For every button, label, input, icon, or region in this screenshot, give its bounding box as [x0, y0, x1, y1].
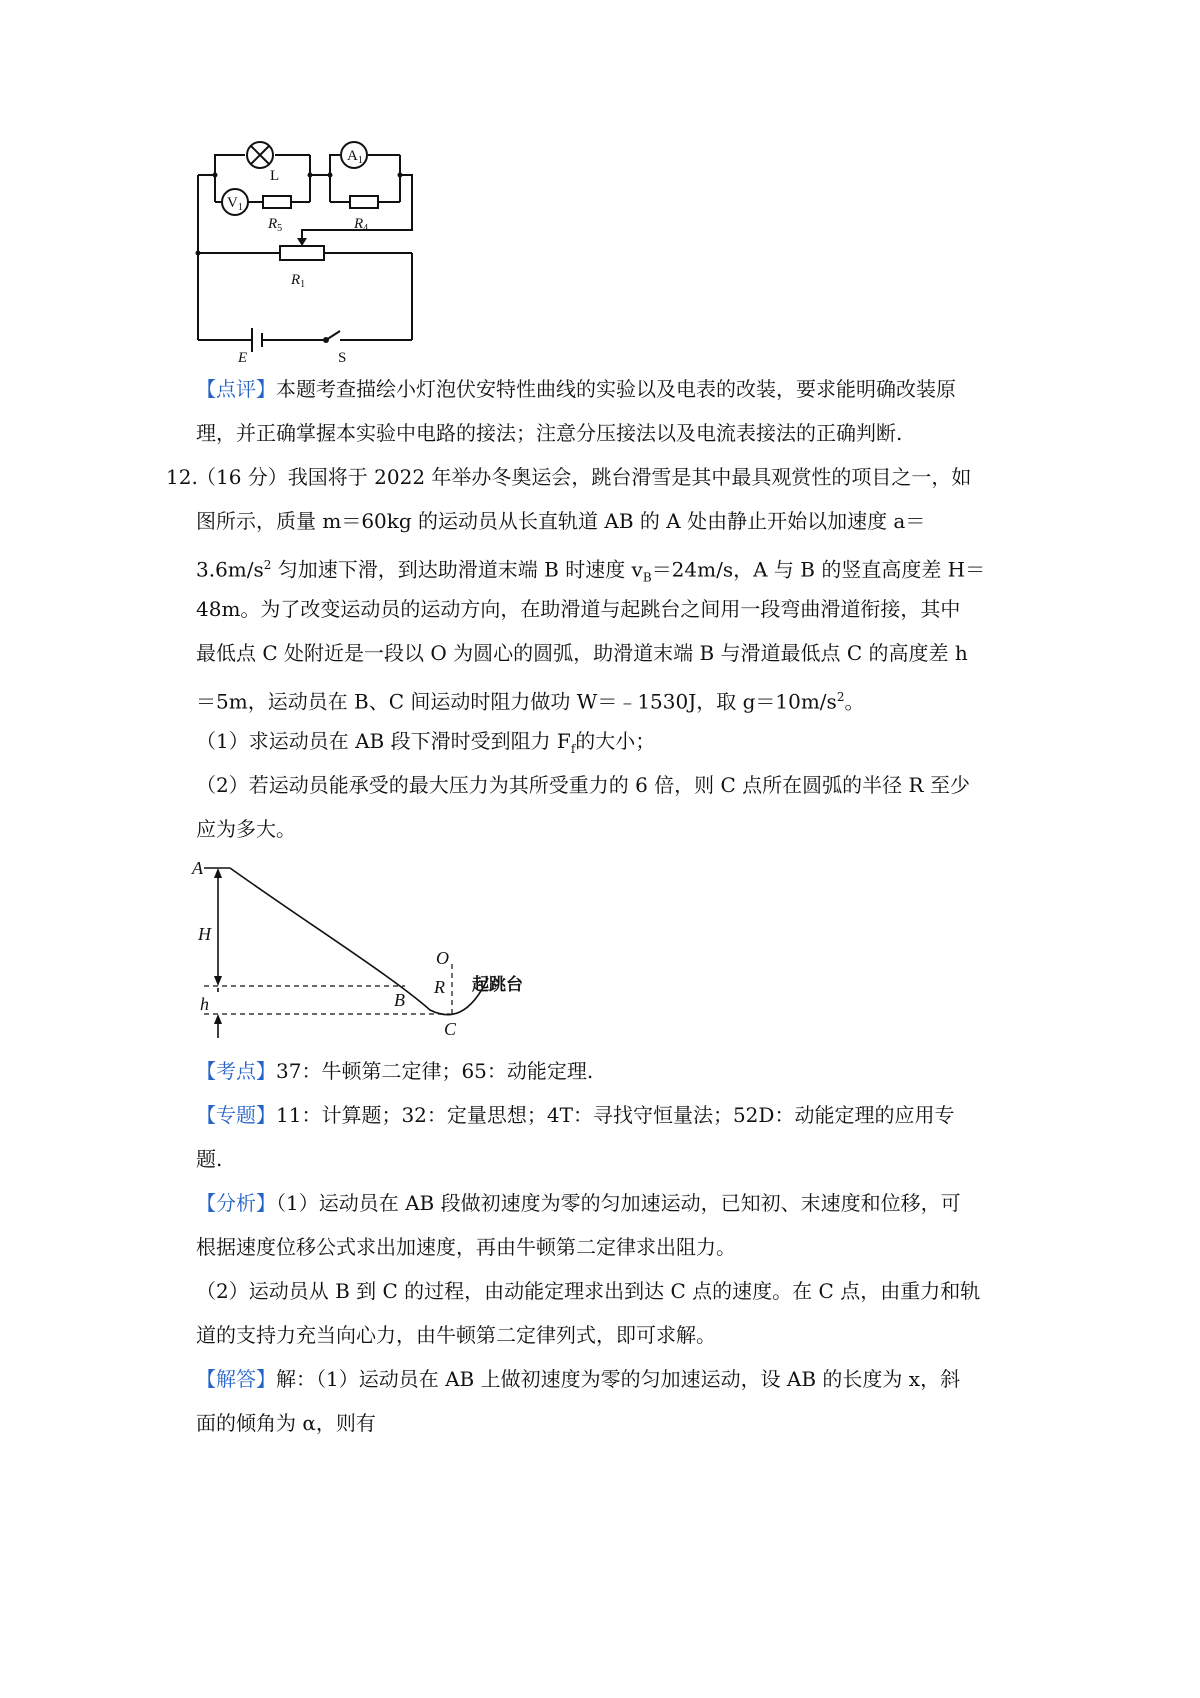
comment-line-2: 理，并正确掌握本实验中电路的接法；注意分压接法以及电流表接法的正确判断. [196, 421, 903, 445]
comment-tag: 【点评】 [196, 377, 276, 401]
fenxi-line-4: 道的支持力充当向心力，由牛顿第二定律列式，即可求解。 [196, 1323, 716, 1347]
problem-line-3: $3.6m/s^2$ 匀加速下滑，到达助滑道末端 B 时速度 $v_B=24m/s$，A 与 B 的竖直高度差 H＝ [196, 557, 986, 585]
fenxi-line-2: 根据速度位移公式求出加速度，再由牛顿第二定律求出阻力。 [196, 1235, 736, 1259]
label-A1: $A_1$ [347, 148, 363, 166]
label-R: R [434, 977, 445, 997]
label-E: E [238, 350, 248, 366]
jieda-line-2: 面的倾角为 α，则有 [196, 1411, 376, 1435]
rheostat-r1-icon [280, 246, 324, 260]
fenxi-line-3: （2）运动员从 B 到 C 的过程，由动能定理求出到达 C 点的速度。在 C 点，由重力和轨 [196, 1279, 981, 1303]
fenxi-line-1: 【分析】（1）运动员在 AB 段做初速度为零的匀加速运动，已知初、末速度和位移，可 [196, 1191, 961, 1215]
resistor-r4-icon [350, 196, 378, 208]
label-h: h [200, 994, 209, 1014]
label-B: B [394, 990, 405, 1010]
label-R1: $R_1$ [291, 272, 306, 290]
label-R4: $R_4$ [354, 216, 369, 234]
zhuanti-tag: 【专题】 [196, 1103, 276, 1127]
battery-icon [252, 328, 262, 352]
label-A: A [192, 858, 203, 878]
lamp-icon [247, 142, 273, 168]
circuit-diagram [190, 140, 450, 400]
comment-text-1: 本题考查描绘小灯泡伏安特性曲线的实验以及电表的改装，要求能明确改装原 [276, 377, 956, 401]
jieda-tag: 【解答】 [196, 1367, 276, 1391]
slider-arrow-icon [297, 238, 307, 246]
label-C: C [444, 1019, 457, 1039]
label-platform: 起跳台 [472, 975, 523, 995]
jieda-line-1: 【解答】解：（1）运动员在 AB 上做初速度为零的匀加速运动，设 AB 的长度为 x，斜 [196, 1367, 961, 1391]
label-S: S [338, 350, 347, 366]
problem-line-1: （16 分）我国将于 2022 年举办冬奥运会，跳台滑雪是其中最具观赏性的项目之一，如 [196, 465, 972, 489]
ski-slope-diagram [190, 850, 550, 1050]
comment-line-1 [196, 378, 956, 400]
resistor-r5-icon [263, 196, 291, 208]
label-V1: $V_1$ [227, 195, 243, 213]
problem-line-5: 最低点 C 处附近是一段以 O 为圆心的圆弧，助滑道末端 B 与滑道最低点 C 的高度差 h [196, 641, 968, 665]
question-2-line-1: （2）若运动员能承受的最大压力为其所受重力的 6 倍，则 C 点所在圆弧的半径 R 至少 [196, 773, 970, 797]
label-O: O [436, 948, 449, 968]
problem-line-4: 48m。为了改变运动员的运动方向，在助滑道与起跳台之间用一段弯曲滑道衔接，其中 [196, 597, 961, 621]
switch-contact-icon [323, 337, 329, 343]
kaodian-line: 【考点】37：牛顿第二定律；65：动能定理. [196, 1059, 594, 1083]
problem-line-6: ＝5m，运动员在 B、C 间运动时阻力做功 W＝﹣1530J，取 $g=10m/s^2$。 [196, 689, 865, 714]
zhuanti-line-2: 题. [196, 1147, 223, 1171]
label-H: H [198, 924, 211, 944]
problem-number: 12. [166, 465, 198, 489]
zhuanti-line-1: 【专题】11：计算题；32：定量思想；4T：寻找守恒量法；52D：动能定理的应用专 [196, 1103, 955, 1127]
label-L: L [270, 168, 280, 184]
label-R5: $R_5$ [268, 216, 283, 234]
question-1: （1）求运动员在 AB 段下滑时受到阻力 $F_f$的大小； [196, 729, 656, 756]
kaodian-tag: 【考点】 [196, 1059, 276, 1083]
question-2-line-2: 应为多大。 [196, 817, 296, 841]
problem-line-2: 图所示，质量 m＝60kg 的运动员从长直轨道 AB 的 A 处由静止开始以加速度 a＝ [196, 509, 926, 533]
fenxi-tag: 【分析】 [196, 1191, 276, 1215]
